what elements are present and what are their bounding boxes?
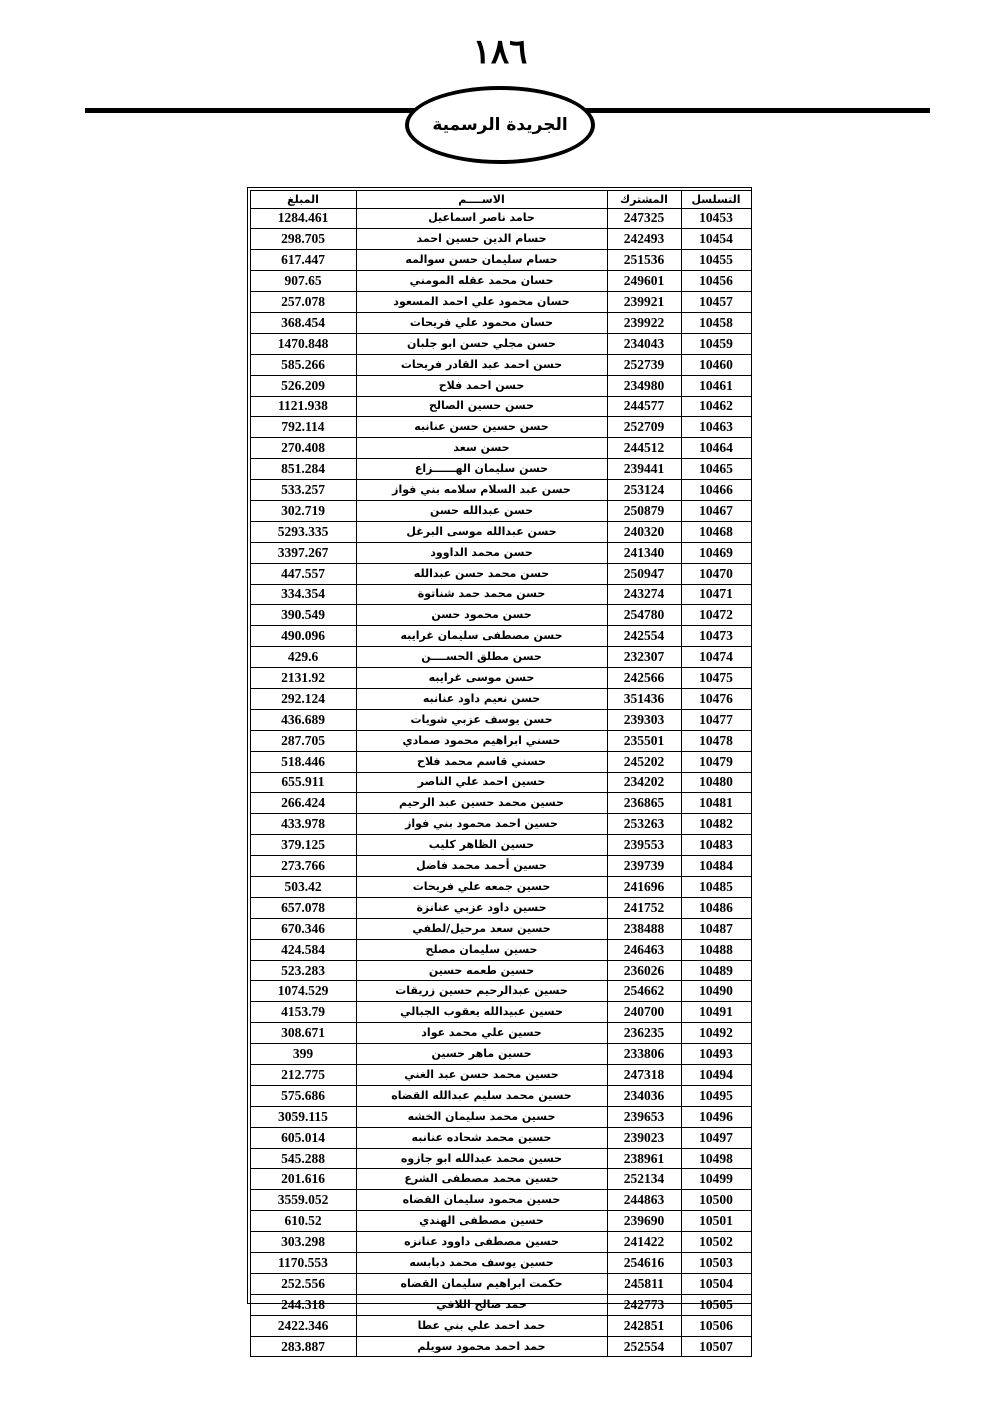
table-row bbox=[250, 856, 751, 877]
cell-amount: 270.408 bbox=[250, 438, 356, 459]
gazette-title-oval bbox=[405, 86, 595, 164]
cell-serial: 10466 bbox=[681, 480, 751, 501]
cell-subscriber: 252134 bbox=[607, 1169, 681, 1190]
cell-name: حسين جمعه علي فريحات bbox=[356, 877, 607, 898]
cell-subscriber: 254780 bbox=[607, 605, 681, 626]
cell-name: حسين محمد عبدالله ابو جازوه bbox=[356, 1148, 607, 1169]
table-row bbox=[250, 918, 751, 939]
table-row bbox=[250, 1211, 751, 1232]
table-row bbox=[250, 1294, 751, 1315]
table-row bbox=[250, 1148, 751, 1169]
table-row bbox=[250, 981, 751, 1002]
cell-name: حسن محمد حمد شناتوة bbox=[356, 584, 607, 605]
cell-amount: 334.354 bbox=[250, 584, 356, 605]
table-row bbox=[250, 1315, 751, 1336]
cell-subscriber: 234043 bbox=[607, 333, 681, 354]
cell-amount: 4153.79 bbox=[250, 1002, 356, 1023]
cell-subscriber: 253124 bbox=[607, 480, 681, 501]
cell-amount: 429.6 bbox=[250, 647, 356, 668]
table-row bbox=[250, 396, 751, 417]
cell-serial: 10453 bbox=[681, 208, 751, 229]
cell-serial: 10502 bbox=[681, 1232, 751, 1253]
cell-serial: 10505 bbox=[681, 1294, 751, 1315]
cell-amount: 585.266 bbox=[250, 354, 356, 375]
cell-name: حسين محمد سليمان الخشه bbox=[356, 1106, 607, 1127]
cell-amount: 533.257 bbox=[250, 480, 356, 501]
cell-name: حسين علي محمد عواد bbox=[356, 1023, 607, 1044]
table-row bbox=[250, 208, 751, 229]
cell-name: حسين داود عزبي عنانزة bbox=[356, 897, 607, 918]
cell-name: حسن سعد bbox=[356, 438, 607, 459]
cell-subscriber: 252709 bbox=[607, 417, 681, 438]
cell-name: حامد ناصر اسماعيل bbox=[356, 208, 607, 229]
cell-amount: 379.125 bbox=[250, 835, 356, 856]
table-row bbox=[250, 605, 751, 626]
cell-subscriber: 252739 bbox=[607, 354, 681, 375]
cell-name: حسن احمد فلاح bbox=[356, 375, 607, 396]
cell-name: حسين سعد مرحيل/لطفي bbox=[356, 918, 607, 939]
cell-amount: 610.52 bbox=[250, 1211, 356, 1232]
cell-serial: 10468 bbox=[681, 521, 751, 542]
cell-name: حسني ابراهيم محمود صمادي bbox=[356, 730, 607, 751]
cell-amount: 2422.346 bbox=[250, 1315, 356, 1336]
table-row bbox=[250, 814, 751, 835]
cell-amount: 287.705 bbox=[250, 730, 356, 751]
cell-name: حسن موسى غرايبه bbox=[356, 668, 607, 689]
cell-subscriber: 251536 bbox=[607, 250, 681, 271]
table-row bbox=[250, 1336, 751, 1357]
cell-subscriber: 236026 bbox=[607, 960, 681, 981]
cell-subscriber: 244512 bbox=[607, 438, 681, 459]
cell-amount: 617.447 bbox=[250, 250, 356, 271]
cell-serial: 10496 bbox=[681, 1106, 751, 1127]
cell-serial: 10476 bbox=[681, 688, 751, 709]
cell-name: حسام سليمان حسن سوالمه bbox=[356, 250, 607, 271]
header-amount: المبلغ bbox=[250, 190, 356, 208]
cell-serial: 10488 bbox=[681, 939, 751, 960]
cell-name: حسين احمد علي الناصر bbox=[356, 772, 607, 793]
table-row bbox=[250, 626, 751, 647]
cell-serial: 10487 bbox=[681, 918, 751, 939]
cell-amount: 447.557 bbox=[250, 563, 356, 584]
cell-serial: 10480 bbox=[681, 772, 751, 793]
table-row bbox=[250, 459, 751, 480]
cell-subscriber: 239553 bbox=[607, 835, 681, 856]
cell-amount: 526.209 bbox=[250, 375, 356, 396]
cell-amount: 368.454 bbox=[250, 312, 356, 333]
cell-subscriber: 241422 bbox=[607, 1232, 681, 1253]
table-row bbox=[250, 647, 751, 668]
table-row bbox=[250, 960, 751, 981]
cell-serial: 10504 bbox=[681, 1273, 751, 1294]
cell-serial: 10464 bbox=[681, 438, 751, 459]
cell-name: حسين طعمه حسين bbox=[356, 960, 607, 981]
cell-serial: 10479 bbox=[681, 751, 751, 772]
table-row bbox=[250, 1232, 751, 1253]
cell-serial: 10485 bbox=[681, 877, 751, 898]
cell-amount: 3397.267 bbox=[250, 542, 356, 563]
table-row bbox=[250, 688, 751, 709]
cell-amount: 257.078 bbox=[250, 292, 356, 313]
cell-name: حكمت ابراهيم سليمان القضاه bbox=[356, 1273, 607, 1294]
cell-serial: 10478 bbox=[681, 730, 751, 751]
cell-subscriber: 232307 bbox=[607, 647, 681, 668]
cell-subscriber: 234980 bbox=[607, 375, 681, 396]
table-row bbox=[250, 1253, 751, 1274]
cell-serial: 10459 bbox=[681, 333, 751, 354]
cell-name: حسين محمد حسن عبد الغني bbox=[356, 1065, 607, 1086]
cell-name: حسين احمد محمود بني فواز bbox=[356, 814, 607, 835]
cell-subscriber: 239653 bbox=[607, 1106, 681, 1127]
cell-amount: 273.766 bbox=[250, 856, 356, 877]
cell-serial: 10495 bbox=[681, 1085, 751, 1106]
cell-serial: 10470 bbox=[681, 563, 751, 584]
cell-name: حسين محمد حسين عبد الرحيم bbox=[356, 793, 607, 814]
cell-amount: 1470.848 bbox=[250, 333, 356, 354]
cell-subscriber: 235501 bbox=[607, 730, 681, 751]
cell-amount: 212.775 bbox=[250, 1065, 356, 1086]
subscribers-table-frame bbox=[247, 187, 752, 1354]
table-row bbox=[250, 1002, 751, 1023]
table-row bbox=[250, 1085, 751, 1106]
table-row bbox=[250, 1273, 751, 1294]
cell-subscriber: 250879 bbox=[607, 500, 681, 521]
cell-amount: 490.096 bbox=[250, 626, 356, 647]
cell-serial: 10477 bbox=[681, 709, 751, 730]
table-row bbox=[250, 271, 751, 292]
table-row bbox=[250, 897, 751, 918]
cell-serial: 10457 bbox=[681, 292, 751, 313]
cell-amount: 308.671 bbox=[250, 1023, 356, 1044]
cell-amount: 244.318 bbox=[250, 1294, 356, 1315]
cell-serial: 10506 bbox=[681, 1315, 751, 1336]
table-row bbox=[250, 793, 751, 814]
cell-subscriber: 239922 bbox=[607, 312, 681, 333]
cell-amount: 655.911 bbox=[250, 772, 356, 793]
cell-name: حسن عبدالله حسن bbox=[356, 500, 607, 521]
cell-name: حسن مصطفى سليمان غرايبه bbox=[356, 626, 607, 647]
cell-name: حسان محمود علي احمد المسعود bbox=[356, 292, 607, 313]
cell-name: حمد صالح اللافي bbox=[356, 1294, 607, 1315]
cell-name: حمد احمد علي بني عطا bbox=[356, 1315, 607, 1336]
cell-name: حسين مصطفى داوود عنانزه bbox=[356, 1232, 607, 1253]
cell-amount: 1074.529 bbox=[250, 981, 356, 1002]
table-row bbox=[250, 312, 751, 333]
cell-subscriber: 247325 bbox=[607, 208, 681, 229]
cell-subscriber: 236235 bbox=[607, 1023, 681, 1044]
cell-name: حسين ماهر حسين bbox=[356, 1044, 607, 1065]
cell-serial: 10467 bbox=[681, 500, 751, 521]
cell-amount: 266.424 bbox=[250, 793, 356, 814]
cell-name: حسين عبدالرحيم حسين زريقات bbox=[356, 981, 607, 1002]
cell-amount: 3559.052 bbox=[250, 1190, 356, 1211]
cell-name: حسني قاسم محمد فلاح bbox=[356, 751, 607, 772]
cell-serial: 10469 bbox=[681, 542, 751, 563]
cell-serial: 10491 bbox=[681, 1002, 751, 1023]
table-row bbox=[250, 709, 751, 730]
table-row bbox=[250, 835, 751, 856]
cell-subscriber: 238961 bbox=[607, 1148, 681, 1169]
table-row bbox=[250, 292, 751, 313]
cell-subscriber: 242851 bbox=[607, 1315, 681, 1336]
table-row bbox=[250, 500, 751, 521]
cell-amount: 3059.115 bbox=[250, 1106, 356, 1127]
table-row bbox=[250, 877, 751, 898]
cell-subscriber: 238488 bbox=[607, 918, 681, 939]
cell-amount: 303.298 bbox=[250, 1232, 356, 1253]
cell-subscriber: 241752 bbox=[607, 897, 681, 918]
cell-amount: 605.014 bbox=[250, 1127, 356, 1148]
cell-name: حسن محمد حسن عبدالله bbox=[356, 563, 607, 584]
cell-name: حسام الدين حسين احمد bbox=[356, 229, 607, 250]
cell-amount: 851.284 bbox=[250, 459, 356, 480]
cell-serial: 10486 bbox=[681, 897, 751, 918]
cell-subscriber: 240700 bbox=[607, 1002, 681, 1023]
cell-name: حسن يوسف عزبي شويات bbox=[356, 709, 607, 730]
cell-subscriber: 240320 bbox=[607, 521, 681, 542]
cell-amount: 1284.461 bbox=[250, 208, 356, 229]
table-row bbox=[250, 480, 751, 501]
cell-subscriber: 241696 bbox=[607, 877, 681, 898]
table-row bbox=[250, 417, 751, 438]
cell-serial: 10461 bbox=[681, 375, 751, 396]
cell-amount: 545.288 bbox=[250, 1148, 356, 1169]
table-row bbox=[250, 1190, 751, 1211]
cell-name: حسين الظاهر كليب bbox=[356, 835, 607, 856]
cell-subscriber: 246463 bbox=[607, 939, 681, 960]
cell-subscriber: 245202 bbox=[607, 751, 681, 772]
cell-amount: 523.283 bbox=[250, 960, 356, 981]
cell-subscriber: 242554 bbox=[607, 626, 681, 647]
cell-subscriber: 241340 bbox=[607, 542, 681, 563]
cell-amount: 657.078 bbox=[250, 897, 356, 918]
cell-subscriber: 239023 bbox=[607, 1127, 681, 1148]
cell-name: حسن عبد السلام سلامه بني فواز bbox=[356, 480, 607, 501]
cell-subscriber: 252554 bbox=[607, 1336, 681, 1357]
cell-subscriber: 247318 bbox=[607, 1065, 681, 1086]
cell-serial: 10494 bbox=[681, 1065, 751, 1086]
cell-subscriber: 234202 bbox=[607, 772, 681, 793]
table-row bbox=[250, 1127, 751, 1148]
table-row bbox=[250, 668, 751, 689]
cell-serial: 10484 bbox=[681, 856, 751, 877]
table-row bbox=[250, 1169, 751, 1190]
cell-name: حسين محمد مصطفى الشرع bbox=[356, 1169, 607, 1190]
cell-amount: 670.346 bbox=[250, 918, 356, 939]
cell-amount: 302.719 bbox=[250, 500, 356, 521]
cell-serial: 10483 bbox=[681, 835, 751, 856]
cell-serial: 10463 bbox=[681, 417, 751, 438]
table-row bbox=[250, 1106, 751, 1127]
cell-amount: 575.686 bbox=[250, 1085, 356, 1106]
table-row bbox=[250, 542, 751, 563]
cell-amount: 503.42 bbox=[250, 877, 356, 898]
cell-name: حسن مطلق الحســــن bbox=[356, 647, 607, 668]
cell-name: حسن حسين الصالح bbox=[356, 396, 607, 417]
cell-subscriber: 351436 bbox=[607, 688, 681, 709]
cell-serial: 10481 bbox=[681, 793, 751, 814]
cell-subscriber: 244577 bbox=[607, 396, 681, 417]
cell-name: حسين أحمد محمد فاضل bbox=[356, 856, 607, 877]
cell-serial: 10456 bbox=[681, 271, 751, 292]
cell-amount: 5293.335 bbox=[250, 521, 356, 542]
table-row bbox=[250, 1023, 751, 1044]
table-row bbox=[250, 584, 751, 605]
cell-name: حسين مصطفى الهندي bbox=[356, 1211, 607, 1232]
cell-amount: 436.689 bbox=[250, 709, 356, 730]
header-serial: التسلسل bbox=[681, 190, 751, 208]
cell-amount: 390.549 bbox=[250, 605, 356, 626]
header-subscriber: المشترك bbox=[607, 190, 681, 208]
cell-subscriber: 239739 bbox=[607, 856, 681, 877]
cell-amount: 298.705 bbox=[250, 229, 356, 250]
table-row bbox=[250, 438, 751, 459]
cell-subscriber: 249601 bbox=[607, 271, 681, 292]
cell-subscriber: 253263 bbox=[607, 814, 681, 835]
cell-amount: 433.978 bbox=[250, 814, 356, 835]
cell-serial: 10473 bbox=[681, 626, 751, 647]
cell-name: حسن محمود حسن bbox=[356, 605, 607, 626]
cell-name: حسين يوسف محمد دبابسه bbox=[356, 1253, 607, 1274]
cell-subscriber: 250947 bbox=[607, 563, 681, 584]
cell-amount: 2131.92 bbox=[250, 668, 356, 689]
cell-subscriber: 244863 bbox=[607, 1190, 681, 1211]
table-row bbox=[250, 730, 751, 751]
cell-name: حسن محمد الداوود bbox=[356, 542, 607, 563]
cell-name: حسن عبدالله موسى البرغل bbox=[356, 521, 607, 542]
cell-name: حسين محمود سليمان القضاه bbox=[356, 1190, 607, 1211]
cell-serial: 10474 bbox=[681, 647, 751, 668]
cell-subscriber: 242773 bbox=[607, 1294, 681, 1315]
cell-subscriber: 242566 bbox=[607, 668, 681, 689]
cell-serial: 10499 bbox=[681, 1169, 751, 1190]
cell-subscriber: 239303 bbox=[607, 709, 681, 730]
cell-subscriber: 243274 bbox=[607, 584, 681, 605]
cell-amount: 518.446 bbox=[250, 751, 356, 772]
table-row bbox=[250, 354, 751, 375]
cell-serial: 10500 bbox=[681, 1190, 751, 1211]
cell-amount: 399 bbox=[250, 1044, 356, 1065]
table-row bbox=[250, 563, 751, 584]
cell-name: حسن مجلي حسن ابو جلبان bbox=[356, 333, 607, 354]
table-header-row bbox=[250, 190, 751, 208]
cell-name: حسان محمد عقله المومني bbox=[356, 271, 607, 292]
cell-serial: 10471 bbox=[681, 584, 751, 605]
table-row bbox=[250, 375, 751, 396]
cell-amount: 283.887 bbox=[250, 1336, 356, 1357]
table-row bbox=[250, 521, 751, 542]
table-row bbox=[250, 229, 751, 250]
cell-serial: 10498 bbox=[681, 1148, 751, 1169]
cell-subscriber: 239690 bbox=[607, 1211, 681, 1232]
cell-serial: 10493 bbox=[681, 1044, 751, 1065]
cell-name: حسن نعيم داود عنانبه bbox=[356, 688, 607, 709]
cell-serial: 10472 bbox=[681, 605, 751, 626]
cell-serial: 10462 bbox=[681, 396, 751, 417]
cell-subscriber: 245811 bbox=[607, 1273, 681, 1294]
cell-serial: 10454 bbox=[681, 229, 751, 250]
cell-amount: 424.584 bbox=[250, 939, 356, 960]
cell-subscriber: 254662 bbox=[607, 981, 681, 1002]
cell-amount: 201.616 bbox=[250, 1169, 356, 1190]
cell-name: حسان محمود علي فريحات bbox=[356, 312, 607, 333]
table-row bbox=[250, 939, 751, 960]
cell-subscriber: 242493 bbox=[607, 229, 681, 250]
header-name: الاســــم bbox=[356, 190, 607, 208]
cell-serial: 10490 bbox=[681, 981, 751, 1002]
table-row bbox=[250, 1065, 751, 1086]
cell-amount: 792.114 bbox=[250, 417, 356, 438]
cell-amount: 292.124 bbox=[250, 688, 356, 709]
cell-amount: 252.556 bbox=[250, 1273, 356, 1294]
cell-name: حمد احمد محمود سويلم bbox=[356, 1336, 607, 1357]
cell-serial: 10458 bbox=[681, 312, 751, 333]
cell-serial: 10455 bbox=[681, 250, 751, 271]
page-number: ١٨٦ bbox=[472, 32, 528, 72]
table-row bbox=[250, 250, 751, 271]
cell-name: حسين محمد سليم عبدالله القضاه bbox=[356, 1085, 607, 1106]
table-row bbox=[250, 1044, 751, 1065]
cell-serial: 10465 bbox=[681, 459, 751, 480]
cell-subscriber: 239921 bbox=[607, 292, 681, 313]
cell-serial: 10489 bbox=[681, 960, 751, 981]
cell-serial: 10475 bbox=[681, 668, 751, 689]
cell-name: حسن سليمان الهــــــزاع bbox=[356, 459, 607, 480]
cell-subscriber: 239441 bbox=[607, 459, 681, 480]
table-row bbox=[250, 772, 751, 793]
cell-subscriber: 233806 bbox=[607, 1044, 681, 1065]
cell-serial: 10501 bbox=[681, 1211, 751, 1232]
cell-name: حسين سليمان مصلح bbox=[356, 939, 607, 960]
cell-serial: 10482 bbox=[681, 814, 751, 835]
cell-name: حسين عبيدالله يعقوب الجبالي bbox=[356, 1002, 607, 1023]
cell-subscriber: 236865 bbox=[607, 793, 681, 814]
cell-serial: 10460 bbox=[681, 354, 751, 375]
cell-name: حسين محمد شحاده عنانبه bbox=[356, 1127, 607, 1148]
table-row bbox=[250, 333, 751, 354]
cell-subscriber: 234036 bbox=[607, 1085, 681, 1106]
cell-serial: 10503 bbox=[681, 1253, 751, 1274]
cell-serial: 10492 bbox=[681, 1023, 751, 1044]
cell-amount: 1170.553 bbox=[250, 1253, 356, 1274]
cell-serial: 10497 bbox=[681, 1127, 751, 1148]
subscribers-table bbox=[250, 190, 752, 1358]
table-body bbox=[250, 208, 751, 1357]
gazette-title: الجريدة الرسمية bbox=[432, 115, 568, 135]
table-row bbox=[250, 751, 751, 772]
cell-subscriber: 254616 bbox=[607, 1253, 681, 1274]
cell-serial: 10507 bbox=[681, 1336, 751, 1357]
cell-amount: 907.65 bbox=[250, 271, 356, 292]
cell-name: حسن حسين حسن عنانبه bbox=[356, 417, 607, 438]
cell-amount: 1121.938 bbox=[250, 396, 356, 417]
cell-name: حسن احمد عبد القادر فريحات bbox=[356, 354, 607, 375]
